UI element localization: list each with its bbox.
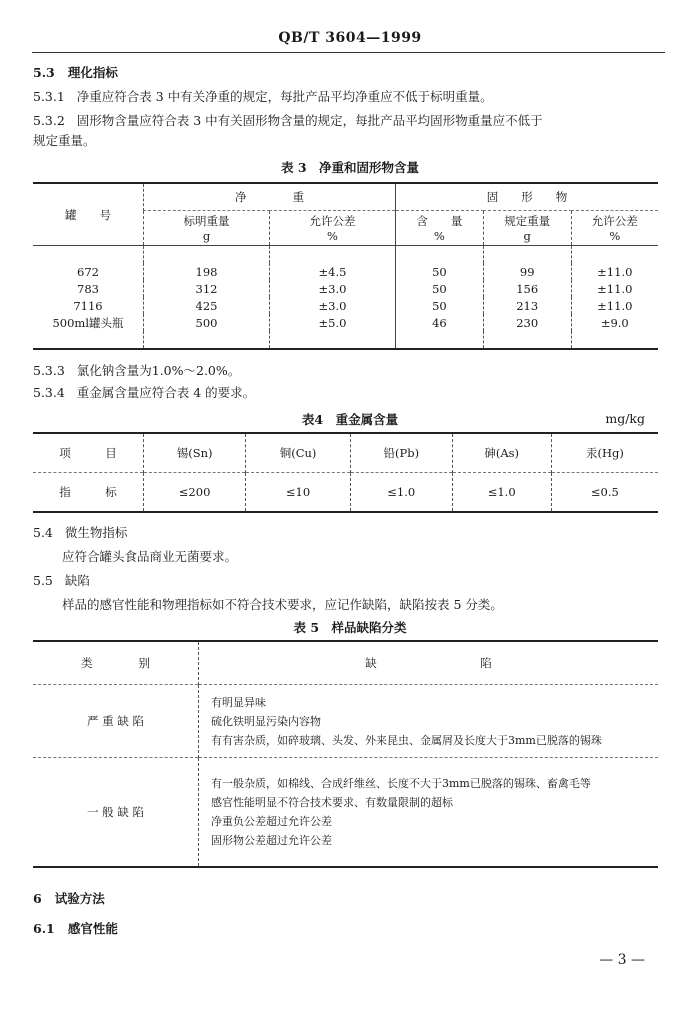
cell-labeled-weight: 198 (144, 263, 270, 280)
section-title: 感官性能 (67, 921, 118, 936)
col-header-can: 罐 号 (33, 183, 144, 246)
col-header-specified-weight: 规定重量 g (483, 211, 571, 246)
col-header-tolerance: 允许公差 % (270, 211, 396, 246)
group-header-net-weight: 净 重 (144, 183, 396, 211)
section-number: 5.3.3 (33, 363, 65, 378)
section-text: 净重应符合表 3 中有关净重的规定，每批产品平均净重应不低于标明重量。 (76, 89, 493, 104)
section-text: 氯化钠含量为1.0%～2.0%。 (76, 363, 241, 378)
cell-cu: ≤10 (246, 473, 351, 513)
table4-unit: mg/kg (605, 411, 645, 426)
standard-header: QB/T 3604—1999 (278, 30, 422, 46)
cell-labeled-weight: 425 (144, 297, 270, 314)
table5-caption: 表 5 样品缺陷分类 (293, 620, 407, 635)
table5-defect-classification (33, 640, 658, 868)
section-text: 重金属含量应符合表 4 的要求。 (76, 385, 256, 400)
section-5-4 (33, 524, 127, 542)
cell-tolerance-solids: ±11.0 (571, 263, 658, 280)
col-header-hg: 汞(Hg) (551, 433, 658, 473)
list-item: 有有害杂质，如碎玻璃、头发、外来昆虫、金属屑及长度大于3mm已脱落的锡珠 (211, 733, 602, 747)
page-number: — 3 — (599, 952, 645, 968)
cell-as: ≤1.0 (452, 473, 551, 513)
list-item: 净重负公差超过允许公差 (211, 815, 332, 828)
col-header-labeled-weight: 标明重量 g (144, 211, 270, 246)
section-number: 5.3 (33, 65, 55, 80)
serious-defect-list (199, 685, 659, 758)
section-text-continued: 规定重量。 (33, 133, 96, 148)
cell-can: 7116 (73, 298, 103, 313)
section-title: 试验方法 (54, 891, 105, 906)
cell-tolerance: ±3.0 (270, 297, 396, 314)
table4-heavy-metals (33, 432, 658, 513)
cell-item: 指 标 (59, 485, 117, 499)
cell-specified-weight: 99 (483, 263, 571, 280)
cell-content: 50 (396, 297, 484, 314)
col-header-category: 类 别 (81, 656, 150, 670)
section-number: 5.4 (33, 525, 53, 540)
table3-net-weight-solids (33, 182, 658, 350)
col-header-cu: 铜(Cu) (246, 433, 351, 473)
cell-tolerance: ±5.0 (270, 314, 396, 331)
section-5-3-1 (33, 88, 493, 106)
table-row (33, 297, 658, 314)
minor-defect-list (199, 758, 659, 868)
section-5-3 (33, 64, 118, 82)
col-header-defect: 缺 陷 (199, 641, 659, 685)
cell-tolerance: ±3.0 (270, 280, 396, 297)
cell-content: 50 (396, 263, 484, 280)
section-number: 5.3.4 (33, 385, 65, 400)
section-title: 理化指标 (67, 65, 118, 80)
table-row (33, 314, 658, 331)
list-item: 有明显异味 (211, 695, 266, 709)
cell-tolerance-solids: ±11.0 (571, 297, 658, 314)
table-row (33, 685, 658, 758)
section-5-3-3 (33, 362, 240, 380)
header-rule (32, 52, 665, 53)
table-row (33, 758, 658, 868)
list-item: 感官性能明显不符合技术要求、有数量限制的超标 (211, 796, 453, 809)
cell-tolerance: ±4.5 (270, 263, 396, 280)
table-header-row (33, 641, 658, 685)
section-title: 微生物指标 (64, 525, 128, 540)
section-5-5 (33, 572, 90, 590)
section-5-4-text: 应符合罐头食品商业无菌要求。 (62, 549, 238, 564)
table-row (33, 280, 658, 297)
section-number: 6.1 (33, 921, 55, 936)
cell-pb: ≤1.0 (350, 473, 452, 513)
cell-sn: ≤200 (144, 473, 246, 513)
col-header-content: 含 量 % (396, 211, 484, 246)
section-5-3-2 (33, 112, 543, 130)
section-number: 5.5 (33, 573, 53, 588)
cell-can: 783 (77, 281, 99, 296)
col-header-tolerance-solids: 允许公差 % (571, 211, 658, 246)
cell-content: 50 (396, 280, 484, 297)
section-number: 5.3.2 (33, 113, 65, 128)
col-header-sn: 锡(Sn) (144, 433, 246, 473)
col-header-as: 砷(As) (452, 433, 551, 473)
category-serious: 严 重 缺 陷 (87, 714, 144, 728)
cell-specified-weight: 230 (483, 314, 571, 331)
section-number: 6 (33, 891, 42, 906)
section-6 (33, 890, 105, 908)
cell-content: 46 (396, 314, 484, 331)
group-header-solids: 固 形 物 (396, 183, 659, 211)
col-header-pb: 铅(Pb) (350, 433, 452, 473)
category-minor: 一 般 缺 陷 (87, 805, 144, 819)
table4-caption: 表4 重金属含量 (301, 412, 399, 427)
cell-tolerance-solids: ±9.0 (571, 314, 658, 331)
list-item: 有一般杂质，如棉线、合成纤维丝、长度不大于3mm已脱落的锡珠、畜禽毛等 (211, 777, 591, 790)
cell-tolerance-solids: ±11.0 (571, 280, 658, 297)
section-title: 缺陷 (64, 573, 90, 588)
table3-caption: 表 3 净重和固形物含量 (280, 160, 420, 175)
cell-can: 672 (77, 264, 99, 279)
cell-can: 500ml罐头瓶 (52, 315, 124, 330)
list-item: 硫化铁明显污染内容物 (211, 714, 321, 728)
cell-specified-weight: 213 (483, 297, 571, 314)
cell-hg: ≤0.5 (551, 473, 658, 513)
cell-labeled-weight: 500 (144, 314, 270, 331)
col-header-item: 项 目 (59, 446, 117, 460)
section-5-3-4 (33, 384, 255, 402)
section-text: 固形物含量应符合表 3 中有关固形物含量的规定，每批产品平均固形物重量应不低于 (76, 113, 543, 128)
section-6-1 (33, 920, 118, 938)
section-5-5-text: 样品的感官性能和物理指标如不符合技术要求，应记作缺陷，缺陷按表 5 分类。 (62, 597, 503, 612)
table-row (33, 263, 658, 280)
table-header-row (33, 433, 658, 473)
section-number: 5.3.1 (33, 89, 65, 104)
list-item: 固形物公差超过允许公差 (211, 834, 332, 847)
cell-specified-weight: 156 (483, 280, 571, 297)
cell-labeled-weight: 312 (144, 280, 270, 297)
table-row (33, 473, 658, 513)
